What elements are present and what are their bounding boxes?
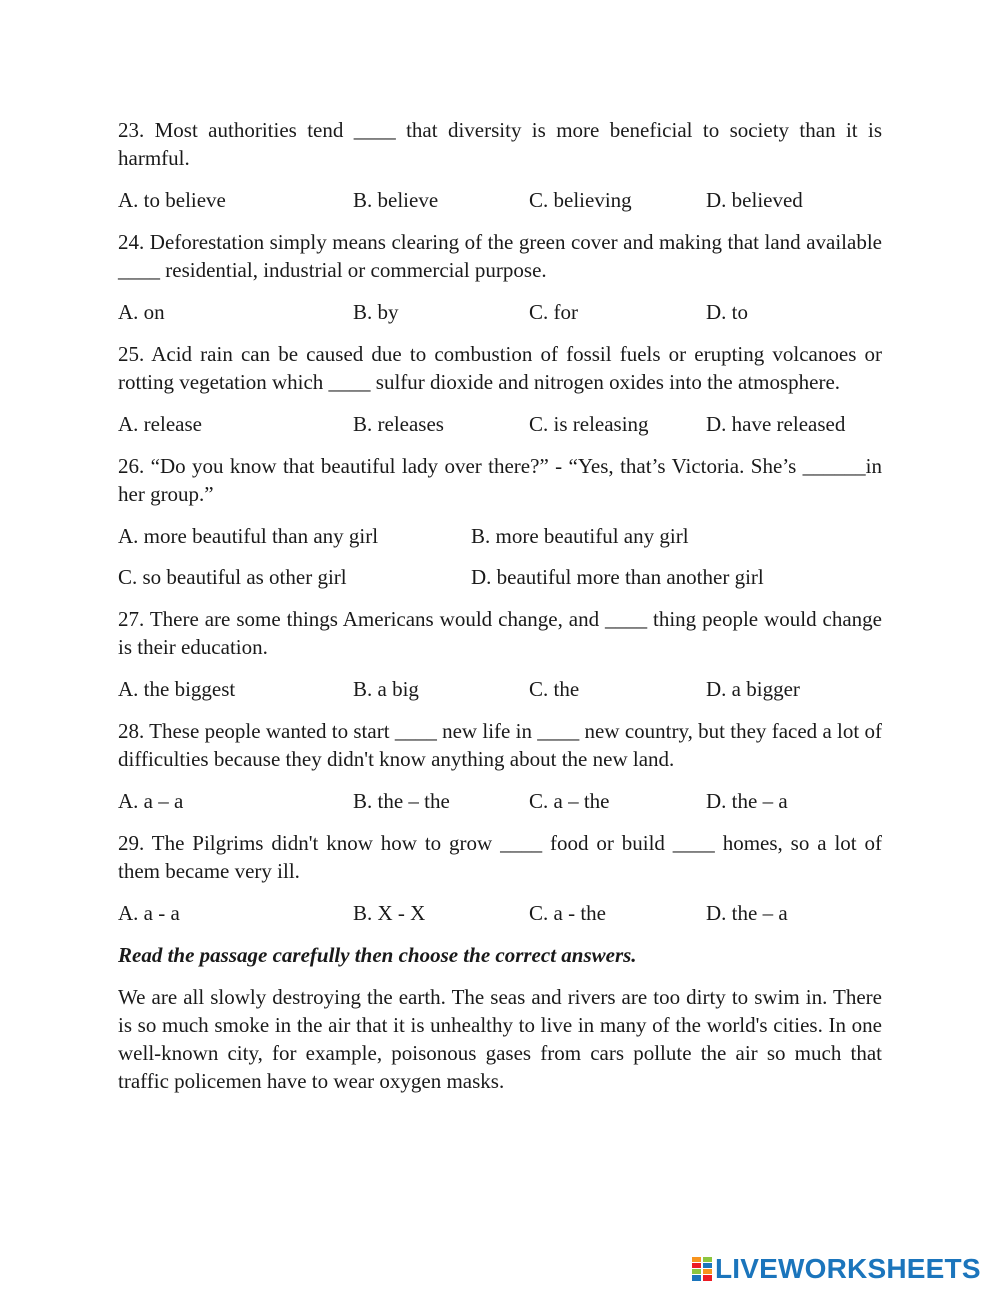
option-d: D. have released: [706, 412, 846, 436]
options-28: [118, 787, 882, 815]
option-a: A. on: [118, 300, 165, 324]
worksheet-page: [118, 116, 882, 1095]
question-27: 27. There are some things Americans would change, and ____ thing people would change is their education.: [118, 607, 882, 659]
options-27: [118, 675, 882, 703]
option-d: D. the – a: [706, 901, 788, 925]
option-c: C. the: [529, 677, 580, 701]
option-b: B. believe: [353, 188, 439, 212]
options-26-row-1: [118, 522, 882, 550]
option-b: B. a big: [353, 677, 419, 701]
option-c: C. believing: [529, 188, 632, 212]
question-29: 29. The Pilgrims didn't know how to grow ____ food or build ____ homes, so a lot of them became very ill.: [118, 831, 882, 883]
question-26: 26. “Do you know that beautiful lady over there?” - “Yes, that’s Victoria. She’s ______in her group.”: [118, 454, 882, 506]
option-a: A. more beautiful than any girl: [118, 524, 379, 548]
liveworksheets-logo: [692, 1254, 981, 1284]
option-c: C. is releasing: [529, 412, 649, 436]
option-b: B. by: [353, 300, 399, 324]
options-24: [118, 298, 882, 326]
options-23: [118, 186, 882, 214]
question-23: 23. Most authorities tend ____ that diversity is more beneficial to society than it is harmful.: [118, 118, 882, 170]
option-c: C. so beautiful as other girl: [118, 565, 347, 589]
option-b: B. the – the: [353, 789, 450, 813]
reading-passage: We are all slowly destroying the earth. The seas and rivers are too dirty to swim in. There is so much smoke in the air that it is unhealthy to live in many of the world's cities. In one well-known city, for example, poisonous gases from cars pollute the air so much that traffic policemen have to wear oxygen masks.: [118, 985, 882, 1093]
option-d: D. believed: [706, 188, 803, 212]
option-a: A. release: [118, 412, 202, 436]
question-25: 25. Acid rain can be caused due to combustion of fossil fuels or erupting volcanoes or rotting vegetation which ____ sulfur dioxide and nitrogen oxides into the atmosphere.: [118, 342, 882, 394]
option-a: A. to believe: [118, 188, 226, 212]
option-c: C. a – the: [529, 789, 610, 813]
option-a: A. a – a: [118, 789, 184, 813]
option-d: D. to: [706, 300, 748, 324]
option-d: D. beautiful more than another girl: [471, 565, 764, 589]
question-28: 28. These people wanted to start ____ new life in ____ new country, but they faced a lot of difficulties because they didn't know anything about the new land.: [118, 719, 882, 771]
options-26-row-2: [118, 563, 882, 591]
reading-instruction: Read the passage carefully then choose the correct answers.: [118, 943, 637, 967]
option-c: C. for: [529, 300, 578, 324]
option-b: B. more beautiful any girl: [471, 524, 689, 548]
option-d: D. a bigger: [706, 677, 800, 701]
liveworksheets-logo-text: LIVEWORKSHEETS: [715, 1253, 981, 1284]
options-25: [118, 410, 882, 438]
option-b: B. releases: [353, 412, 444, 436]
options-29: [118, 899, 882, 927]
option-c: C. a - the: [529, 901, 606, 925]
option-a: A. the biggest: [118, 677, 236, 701]
option-d: D. the – a: [706, 789, 788, 813]
option-a: A. a - a: [118, 901, 180, 925]
liveworksheets-logo-icon: [692, 1257, 712, 1281]
option-b: B. X - X: [353, 901, 426, 925]
question-24: 24. Deforestation simply means clearing of the green cover and making that land available ____ residential, industrial or commercial purpose.: [118, 230, 882, 282]
